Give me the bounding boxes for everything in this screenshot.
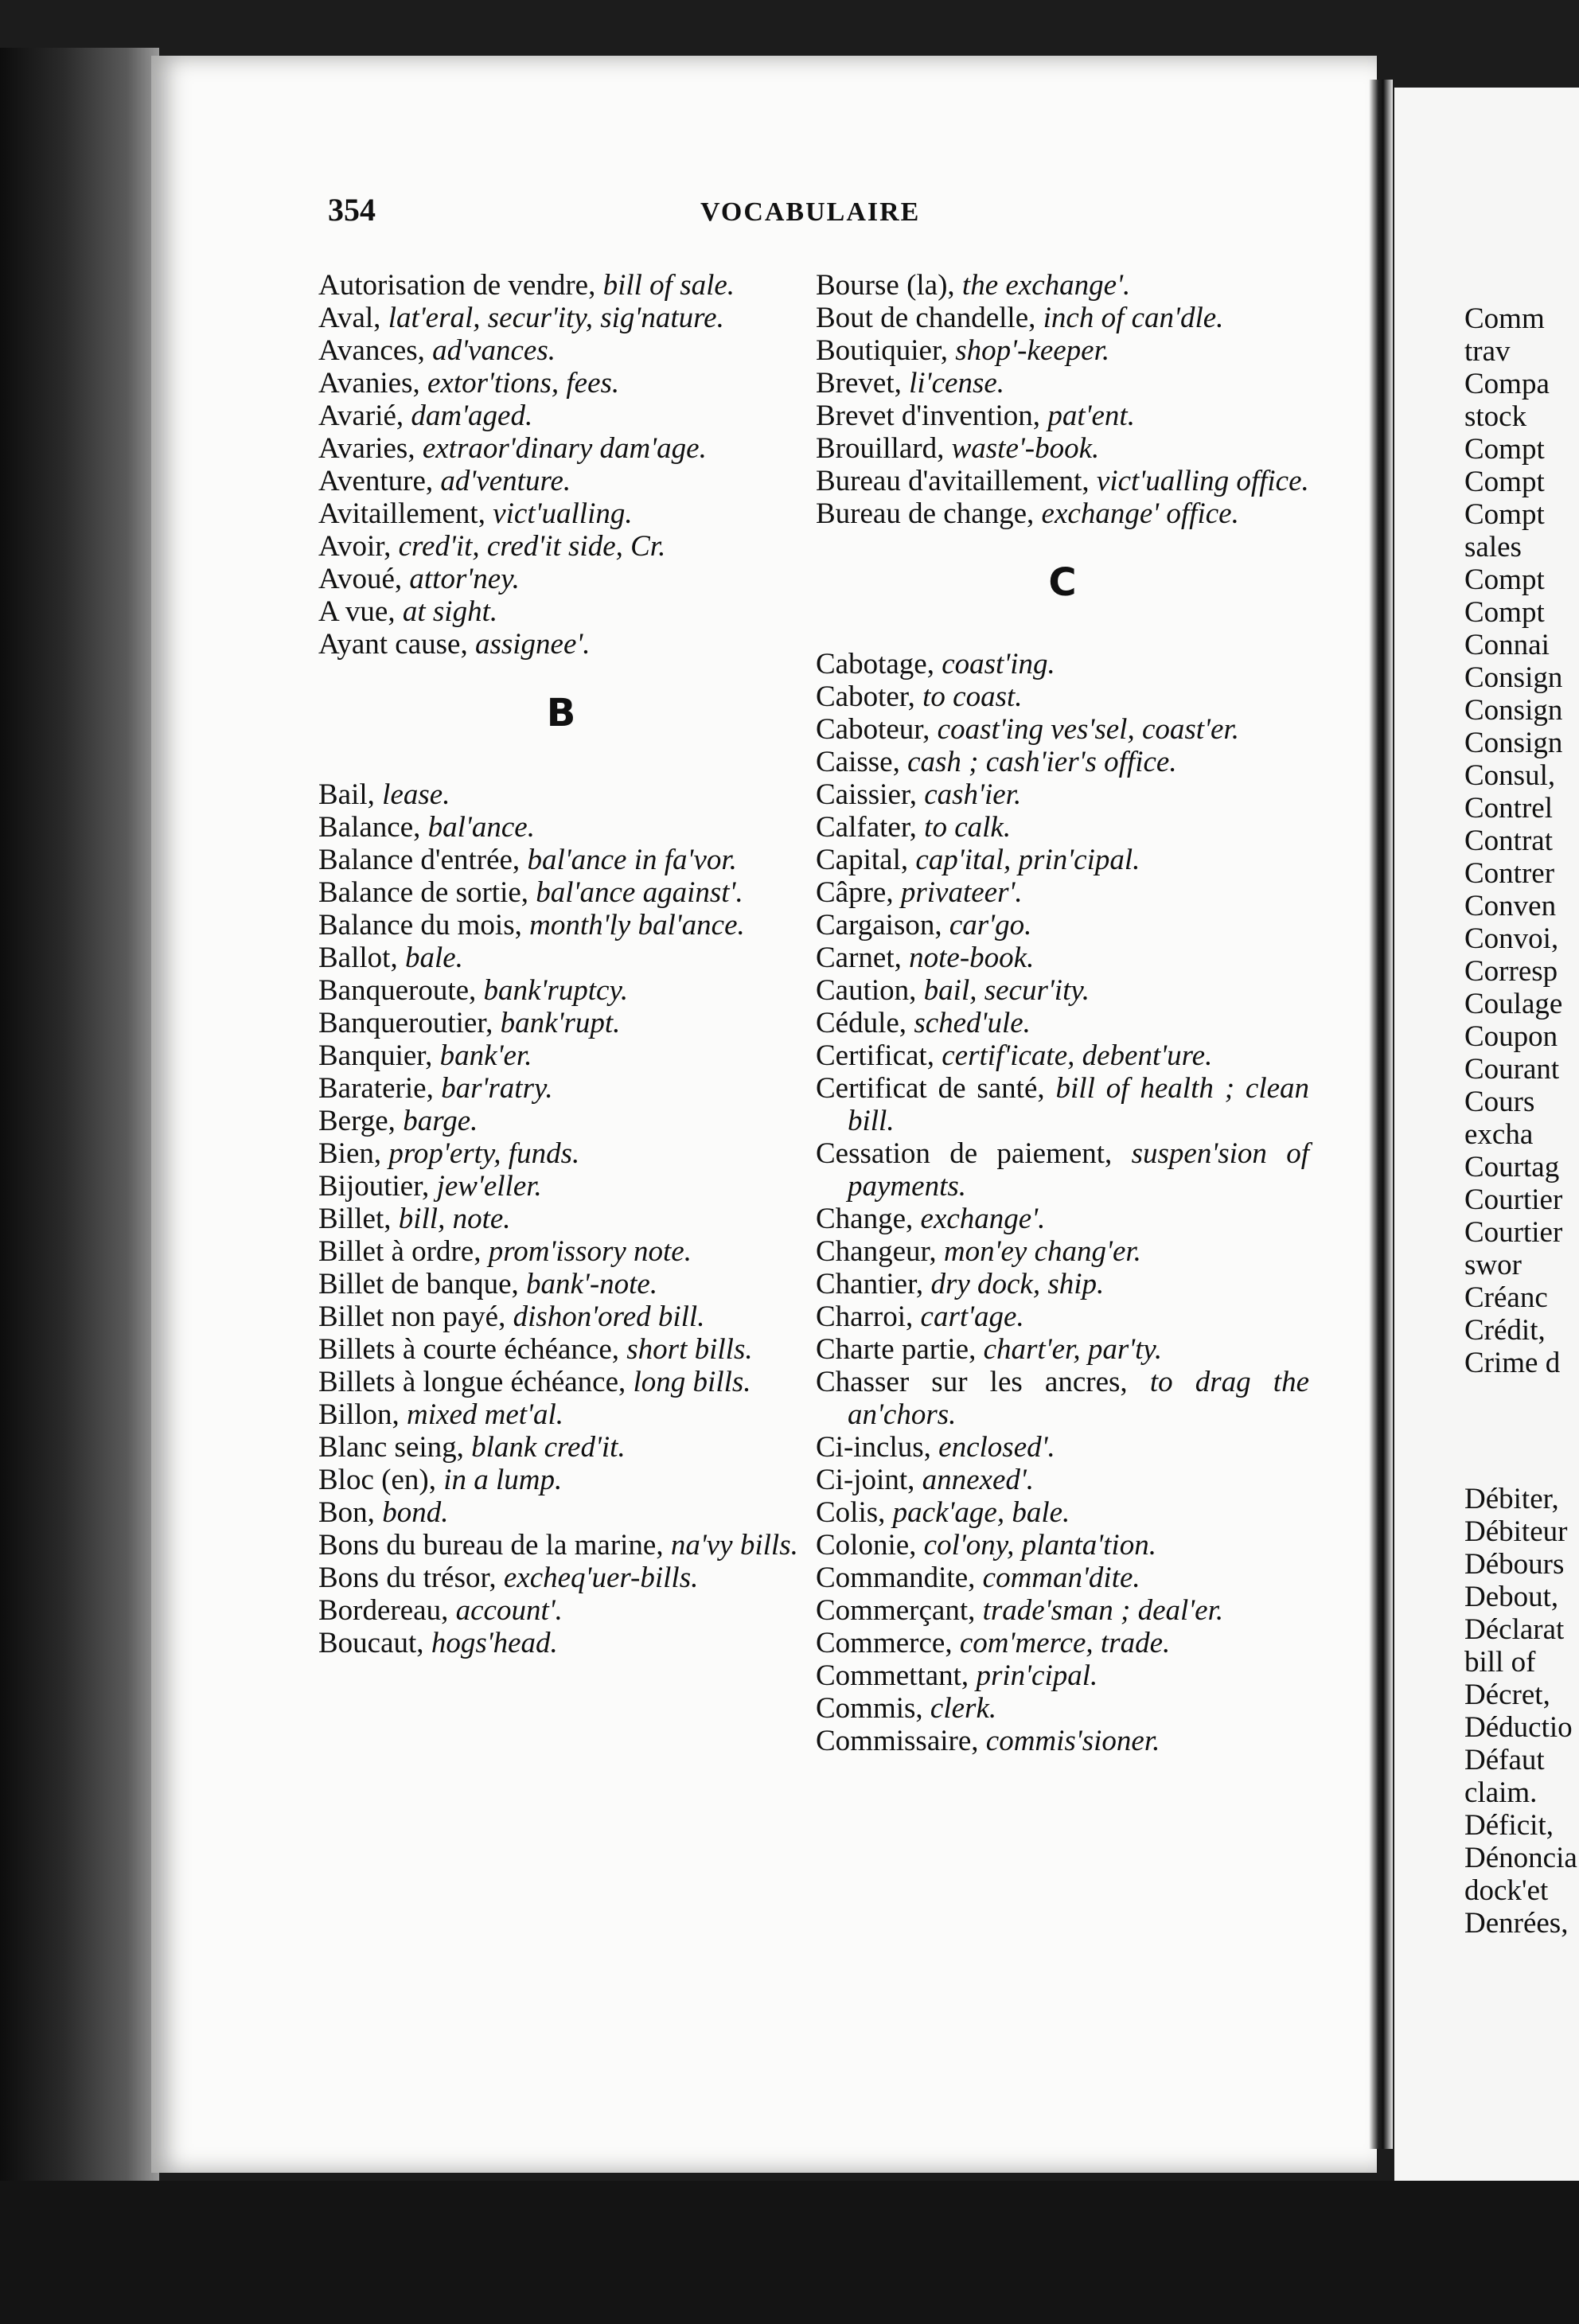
entry-english: bal'ance against'. [536,876,743,909]
entry-french: Bail, [318,778,375,811]
entry-french: Bien, [318,1137,382,1170]
entry-english: blank cred'it. [471,1431,626,1464]
dictionary-entry [816,1562,1309,1594]
entry-english: commis'sioner. [985,1725,1160,1757]
dictionary-entry [318,974,804,1007]
entry-french: Balance de sortie, [318,876,529,909]
facing-page-fragment: Compa [1464,368,1550,400]
c-entries [816,648,1309,1757]
entry-english: car'go. [949,909,1032,942]
entry-english: extraor'dinary dam'age. [422,432,707,465]
entry-english: attor'ney. [409,563,520,595]
entry-english: chart'er, par'ty. [983,1333,1163,1366]
facing-page-fragment: Compt [1464,596,1545,629]
facing-page-fragment: Débiter, [1464,1483,1559,1515]
entry-french: Caboter, [816,680,915,713]
facing-page-fragment: Cours [1464,1086,1535,1118]
entry-french: Bordereau, [318,1594,449,1627]
facing-page-fragment: Consign [1464,727,1563,759]
entry-english: annexed'. [922,1464,1035,1496]
book-gutter [1369,80,1393,2149]
entry-french: Calfater, [816,811,917,844]
entry-french: Changeur, [816,1235,937,1268]
facing-page-fragment: Courant [1464,1053,1560,1086]
facing-page-fragment: Courtier [1464,1216,1563,1249]
scan-left-edge [0,48,159,2189]
dictionary-entry [318,942,804,974]
entry-english: jew'eller. [436,1170,542,1203]
left-column [318,269,804,1659]
dictionary-entry [816,1464,1309,1496]
facing-page-fragment: Comm [1464,302,1545,335]
entry-french: Billon, [318,1398,400,1431]
entry-english: assignee'. [474,628,591,661]
entry-english: col'ony, planta'tion. [923,1529,1156,1562]
entry-french: Ci-inclus, [816,1431,931,1464]
entry-english: bank'ruptcy. [483,974,629,1007]
facing-page-fragment: Coupon [1464,1020,1558,1053]
dictionary-entry [816,1725,1309,1757]
entry-french: Berge, [318,1105,396,1137]
entry-english: to drag the an'chors. [848,1366,1309,1431]
entry-english: coast'ing ves'sel, coast'er. [937,713,1239,746]
letter-heading-c: C [1048,560,1077,605]
entry-french: Caisse, [816,746,900,778]
facing-page-fragment: dock'et [1464,1874,1549,1907]
dictionary-entry [816,713,1309,746]
entry-english: dry dock, ship. [930,1268,1105,1300]
entry-french: Chasser sur les ancres, [816,1366,1128,1398]
dictionary-entry [816,1235,1309,1268]
entry-french: Charroi, [816,1300,914,1333]
dictionary-entry [318,432,804,465]
entry-english: to calk. [924,811,1012,844]
dictionary-entry [318,367,804,400]
running-head: VOCABULAIRE [700,197,921,227]
entry-english: bank'rupt. [500,1007,621,1039]
facing-page-fragment: sales [1464,531,1522,563]
entry-english: cash'ier. [924,778,1022,811]
b-entries-left [318,778,804,1659]
entry-french: Banqueroute, [318,974,477,1007]
entry-french: Brevet, [816,367,902,400]
dictionary-entry [318,1398,804,1431]
dictionary-entry [318,1496,804,1529]
dictionary-entry [318,595,804,628]
facing-page-fragment: Contrat [1464,825,1553,857]
entry-french: Cabotage, [816,648,934,680]
entry-english: vict'ualling. [493,497,633,530]
dictionary-entry [816,1137,1309,1203]
dictionary-entry [318,334,804,367]
dictionary-entry [816,400,1309,432]
entry-french: Banqueroutier, [318,1007,493,1039]
dictionary-entry [318,563,804,595]
entry-english: in a lump. [443,1464,563,1496]
entry-french: Billet à ordre, [318,1235,481,1268]
entry-english: short bills. [626,1333,753,1366]
entry-english: sched'ule. [914,1007,1031,1039]
dictionary-entry [816,269,1309,302]
facing-page-fragment: Courtag [1464,1151,1560,1183]
facing-page-fragment: Contrer [1464,857,1555,890]
dictionary-entry [318,1072,804,1105]
dictionary-entry [816,1659,1309,1692]
entry-english: bond. [382,1496,449,1529]
entry-french: Blanc seing, [318,1431,464,1464]
entry-english: mixed met'al. [407,1398,563,1431]
dictionary-entry [318,1203,804,1235]
entry-english: prop'erty, funds. [388,1137,580,1170]
entry-french: Charte partie, [816,1333,977,1366]
dictionary-entry [816,1268,1309,1300]
dictionary-entry [318,1300,804,1333]
dictionary-entry [816,1203,1309,1235]
entry-french: Cargaison, [816,909,942,942]
dictionary-entry [318,1007,804,1039]
middle-column [816,269,1309,1757]
facing-page-fragment: stock [1464,400,1527,433]
dictionary-entry [318,909,804,942]
facing-page-fragment: claim. [1464,1776,1538,1809]
dictionary-entry [816,302,1309,334]
entry-french: Aval, [318,302,381,334]
dictionary-entry [816,1594,1309,1627]
entry-english: bill of health ; clean bill. [848,1072,1310,1137]
entry-french: Balance du mois, [318,909,522,942]
entry-english: bank'-note. [526,1268,658,1300]
entry-french: Billets à courte échéance, [318,1333,620,1366]
dictionary-entry [318,302,804,334]
entry-french: Câpre, [816,876,894,909]
entry-french: Avarié, [318,400,404,432]
entry-english: at sight. [402,595,498,628]
entry-english: extor'tions, fees. [427,367,620,400]
dictionary-entry [816,1627,1309,1659]
facing-page-fragment: swor [1464,1249,1522,1281]
dictionary-entry [816,1007,1309,1039]
entry-french: Bons du trésor, [318,1562,497,1594]
dictionary-entry [318,811,804,844]
entry-french: Balance d'entrée, [318,844,520,876]
dictionary-entry [318,1562,804,1594]
facing-page-fragment: Crime d [1464,1347,1561,1379]
entry-french: Cessation de paiement, [816,1137,1113,1170]
entry-english: dishon'ored bill. [513,1300,705,1333]
dictionary-entry [318,1431,804,1464]
entry-french: Boutiquier, [816,334,949,367]
entry-english: inch of can'dle. [1043,302,1224,334]
entry-french: Billet non payé, [318,1300,506,1333]
entry-french: Aventure, [318,465,434,497]
entry-french: Avanies, [318,367,420,400]
dictionary-entry [816,1333,1309,1366]
entry-french: Ayant cause, [318,628,468,661]
entry-french: Colonie, [816,1529,917,1562]
entry-english: bail, secur'ity. [923,974,1090,1007]
dictionary-entry [318,1366,804,1398]
entry-french: Bons du bureau de la marine, [318,1529,664,1562]
facing-page-fragment: Crédit, [1464,1314,1546,1347]
dictionary-entry [318,1039,804,1072]
entry-french: Chantier, [816,1268,924,1300]
dictionary-entry [816,334,1309,367]
facing-page-fragment: Consul, [1464,759,1556,792]
dictionary-entry [816,367,1309,400]
entry-english: certif'icate, debent'ure. [942,1039,1213,1072]
entry-english: pat'ent. [1047,400,1135,432]
dictionary-entry [816,811,1309,844]
dictionary-entry [816,680,1309,713]
entry-french: Brevet d'invention, [816,400,1041,432]
facing-page-fragment: trav [1464,335,1511,368]
entry-french: Autorisation de vendre, [318,269,596,302]
dictionary-entry [318,844,804,876]
dictionary-entry [318,778,804,811]
dictionary-entry [318,1137,804,1170]
facing-page-fragment: Connai [1464,629,1550,661]
entry-french: Caution, [816,974,917,1007]
entry-english: clerk. [930,1692,997,1725]
facing-page-fragment: Debout, [1464,1581,1559,1613]
entry-french: Commerçant, [816,1594,976,1627]
entry-french: Commis, [816,1692,923,1725]
entry-french: Bureau de change, [816,497,1035,530]
entry-french: Ballot, [318,942,398,974]
dictionary-entry [816,1039,1309,1072]
entry-english: prom'issory note. [488,1235,692,1268]
entry-english: trade'sman ; deal'er. [982,1594,1224,1627]
entry-english: account'. [455,1594,563,1627]
dictionary-entry [816,1529,1309,1562]
dictionary-entry [816,778,1309,811]
entry-english: ad'venture. [440,465,571,497]
dictionary-entry [816,844,1309,876]
facing-page-fragment: Déductio [1464,1711,1573,1744]
entry-french: Change, [816,1203,914,1235]
entry-french: Caboteur, [816,713,930,746]
entry-english: comman'dite. [982,1562,1140,1594]
dictionary-entry [816,1496,1309,1529]
facing-page-fragment: Défaut [1464,1744,1545,1776]
entry-english: bank'er. [439,1039,532,1072]
facing-page-fragment: Débiteur [1464,1515,1568,1548]
entry-english: cash ; cash'ier's office. [907,746,1177,778]
entry-english: month'ly bal'ance. [529,909,745,942]
dictionary-entry [816,974,1309,1007]
entry-english: lat'eral, secur'ity, sig'nature. [388,302,724,334]
dictionary-entry [318,269,804,302]
entry-french: Bureau d'avitaillement, [816,465,1090,497]
dictionary-entry [816,497,1309,530]
entry-english: barge. [403,1105,478,1137]
entry-french: Baraterie, [318,1072,434,1105]
entry-french: Commettant, [816,1659,969,1692]
facing-page-fragment: Corresp [1464,955,1558,988]
entry-english: pack'age, bale. [892,1496,1070,1529]
dictionary-entry [318,1529,804,1562]
entry-english: cap'ital, prin'cipal. [915,844,1140,876]
dictionary-entry [816,648,1309,680]
facing-fragments-c [1464,302,1576,1379]
entry-french: Avaries, [318,432,415,465]
entry-french: Banquier, [318,1039,433,1072]
dictionary-entry [318,400,804,432]
entry-english: note-book. [909,942,1035,974]
b-entries-mid [816,269,1309,530]
entry-french: Capital, [816,844,909,876]
dictionary-entry [816,746,1309,778]
entry-english: shop'-keeper. [955,334,1110,367]
entry-english: com'merce, trade. [959,1627,1171,1659]
facing-page-fragment: Décret, [1464,1679,1550,1711]
letter-heading-b: B [546,691,576,735]
entry-french: Carnet, [816,942,902,974]
entry-english: long bills. [633,1366,751,1398]
entry-english: bal'ance in fa'vor. [527,844,737,876]
entry-french: Balance, [318,811,421,844]
entry-french: Billet, [318,1203,392,1235]
dictionary-entry [816,465,1309,497]
entry-english: na'vy bills. [670,1529,798,1562]
entry-english: excheq'uer-bills. [503,1562,699,1594]
facing-page-fragment: Coulage [1464,988,1563,1020]
entry-french: Bout de chandelle, [816,302,1036,334]
entry-english: bal'ance. [427,811,535,844]
entry-english: hogs'head. [431,1627,558,1659]
entry-french: Avoué, [318,563,403,595]
entry-french: Boucaut, [318,1627,424,1659]
dictionary-entry [318,1627,804,1659]
facing-page-fragment: Consign [1464,694,1563,727]
facing-page-fragment: excha [1464,1118,1534,1151]
entry-english: lease. [382,778,450,811]
dictionary-entry [318,497,804,530]
facing-page-column [1464,302,1576,1940]
facing-page-fragment: Compt [1464,498,1545,531]
entry-french: Bourse (la), [816,269,955,302]
entry-french: A vue, [318,595,396,628]
entry-english: coast'ing. [942,648,1055,680]
entry-french: Billet de banque, [318,1268,519,1300]
entry-french: Bloc (en), [318,1464,436,1496]
entry-french: Brouillard, [816,432,945,465]
entry-french: Commerce, [816,1627,953,1659]
entry-english: cart'age. [920,1300,1024,1333]
entry-french: Avitaillement, [318,497,485,530]
dictionary-entry [816,876,1309,909]
entry-english: bar'ratry. [441,1072,553,1105]
dictionary-entry [318,1235,804,1268]
facing-page-fragment: Créanc [1464,1281,1548,1314]
dictionary-entry [318,876,804,909]
facing-page-fragment: Convoi, [1464,922,1559,955]
entry-english: bill of sale. [602,269,735,302]
facing-gap [1464,1379,1576,1483]
facing-page-fragment: Débours [1464,1548,1565,1581]
dictionary-entry [816,1072,1309,1137]
entry-english: mon'ey chang'er. [943,1235,1141,1268]
entry-english: vict'ualling office. [1096,465,1309,497]
dictionary-entry [318,1464,804,1496]
entry-french: Certificat, [816,1039,934,1072]
entry-english: waste'-book. [951,432,1100,465]
facing-page-fragment: Dénoncia [1464,1842,1577,1874]
dictionary-entry [318,1170,804,1203]
page-number: 354 [328,192,376,228]
facing-page-fragment: Courtier [1464,1183,1563,1216]
dictionary-entry [816,1431,1309,1464]
dictionary-entry [318,1105,804,1137]
dictionary-entry [816,1300,1309,1333]
entry-french: Cédule, [816,1007,907,1039]
dictionary-entry [318,530,804,563]
facing-page-fragment: Contrel [1464,792,1553,825]
entry-french: Avances, [318,334,425,367]
dictionary-entry [816,942,1309,974]
entry-english: bale. [404,942,463,974]
facing-page-fragment: Compt [1464,563,1545,596]
facing-page-fragment: Denrées, [1464,1907,1569,1940]
entry-french: Certificat de santé, [816,1072,1045,1105]
dictionary-entry [816,1366,1309,1431]
entry-english: dam'aged. [411,400,533,432]
entry-english: exchange' office. [1041,497,1239,530]
entry-english: exchange'. [920,1203,1046,1235]
facing-page-fragment: Compt [1464,433,1545,466]
dictionary-entry [816,1692,1309,1725]
entry-english: to coast. [922,680,1023,713]
entry-english: cred'it, cred'it side, Cr. [398,530,666,563]
facing-page-fragment: Compt [1464,466,1545,498]
entry-french: Colis, [816,1496,886,1529]
facing-page-fragment: Consign [1464,661,1563,694]
dictionary-entry [816,432,1309,465]
entry-english: prin'cipal. [976,1659,1098,1692]
facing-page-fragment: Conven [1464,890,1557,922]
dictionary-entry [318,1594,804,1627]
entry-english: bill, note. [398,1203,511,1235]
entry-english: privateer'. [900,876,1023,909]
entry-french: Ci-joint, [816,1464,915,1496]
entry-french: Bijoutier, [318,1170,430,1203]
entry-french: Billets à longue échéance, [318,1366,626,1398]
scan-bottom-edge [0,2181,1579,2324]
facing-page-fragment: Déficit, [1464,1809,1554,1842]
entry-french: Avoir, [318,530,392,563]
entry-french: Bon, [318,1496,375,1529]
facing-page-fragment: Déclarat [1464,1613,1565,1646]
dictionary-entry [318,1333,804,1366]
entry-english: the exchange'. [961,269,1131,302]
facing-fragments-d [1464,1483,1576,1940]
entry-english: li'cense. [909,367,1005,400]
dictionary-entry [318,628,804,661]
dictionary-entry [318,1268,804,1300]
entry-english: suspen'sion of payments. [848,1137,1309,1203]
entry-english: ad'vances. [432,334,556,367]
entry-french: Caissier, [816,778,917,811]
facing-page-fragment: bill of [1464,1646,1536,1679]
entry-french: Commandite, [816,1562,976,1594]
entry-french: Commissaire, [816,1725,979,1757]
dictionary-entry [816,909,1309,942]
entry-english: enclosed'. [938,1431,1055,1464]
a-entries [318,269,804,661]
dictionary-entry [318,465,804,497]
